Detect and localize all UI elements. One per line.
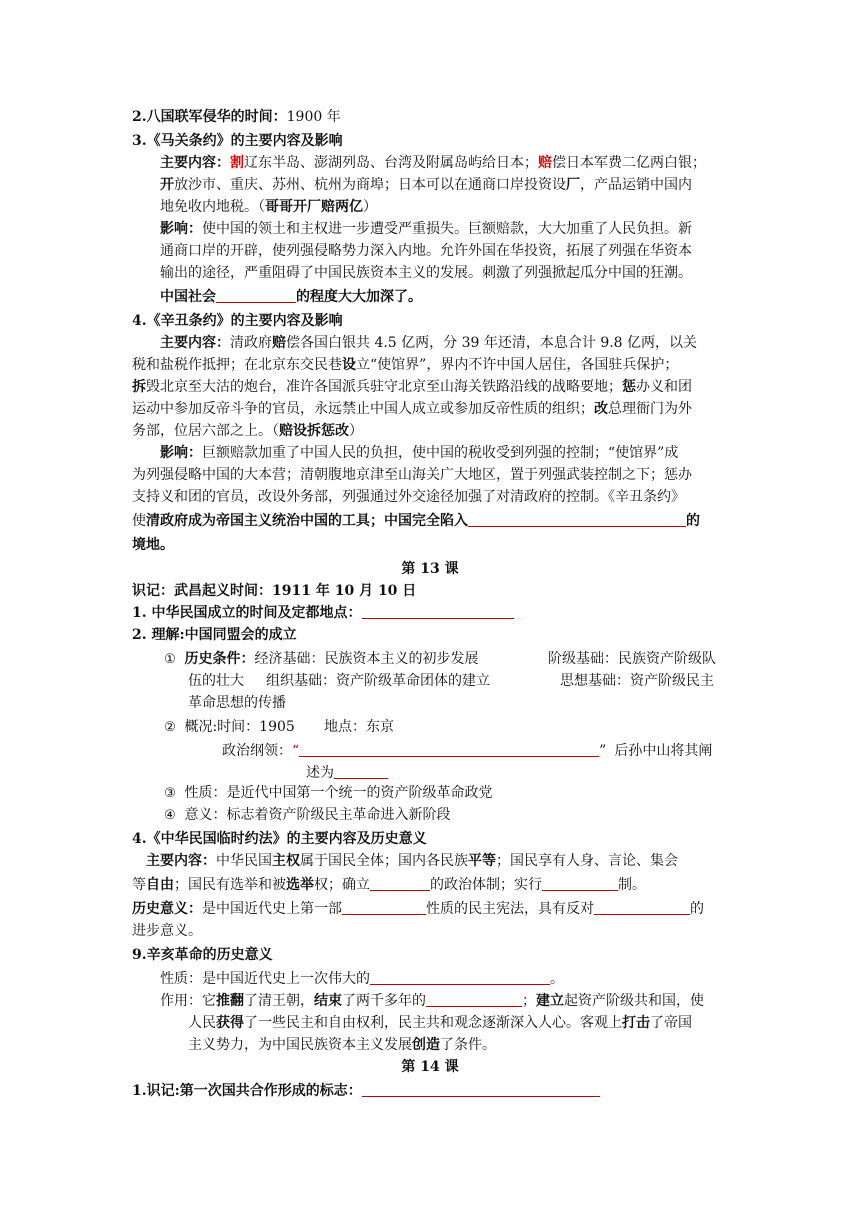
kw: 拆 [132, 379, 146, 395]
kw: 赔 [272, 335, 286, 351]
s3-impact-line-2: 通商口岸的开辟，使列强侵略势力深入内地。允许外国在华投资，拓展了列强在华资本 [160, 243, 692, 259]
kw: 惩 [622, 379, 636, 395]
text: 使中国的领土和主权进一步遭受严重损失。巨额赔款，大大加重了人民负担。新 [202, 221, 692, 237]
l13-item-3 [160, 782, 492, 805]
l13-item-1-thought: 思想基础：资产阶级民主 [560, 673, 714, 689]
text: ，产品运销中国内 [580, 177, 692, 193]
l14-q1 [132, 1080, 600, 1102]
s3-impact-line-1 [160, 218, 692, 240]
text: 中国社会 [160, 289, 216, 305]
text: 属于国民全体；国内各民族 [300, 853, 468, 869]
fill-blank[interactable] [468, 511, 686, 527]
text: 性质：是近代中国第一个统一的资产阶级革命政党 [184, 785, 493, 801]
s4-content-line-2 [132, 354, 678, 376]
fill-blank[interactable] [370, 875, 430, 891]
label: 历史意义： [132, 901, 202, 917]
s2-year: 1900 年 [286, 109, 341, 125]
s4-impact-line-2: 为列强侵略中国的大本营；清朝腹地京津至山海关广大地区，置于列强武装控制之下；惩办 [132, 467, 692, 483]
kw: 改 [594, 401, 608, 417]
l13-s9-effect-2 [188, 1012, 692, 1034]
s4-title: 4.《辛丑条约》的主要内容及影响 [132, 313, 343, 329]
text: 性质的民主宪法，具有反对 [426, 901, 594, 917]
s2-line [132, 106, 341, 128]
l13-q2: 2. 理解:中国同盟会的成立 [132, 627, 297, 643]
kw: 创造 [412, 1037, 440, 1053]
text: ；国民有选举和被 [174, 877, 286, 893]
text: 意义：标志着资产阶级民主革命进入新阶段 [184, 807, 451, 823]
s4-impact-line-4 [132, 510, 700, 532]
mnemonic: 哥哥开厂赔两亿 [265, 199, 363, 215]
text: 性质：是中国近代史上一次伟大的 [160, 971, 370, 987]
text: 人民 [188, 1015, 216, 1031]
kw: 厂 [566, 177, 580, 193]
s3-content-line-2 [160, 174, 692, 196]
fill-blank[interactable] [299, 741, 599, 757]
kw: 打击 [622, 1015, 650, 1031]
l13-program-line-2 [306, 762, 388, 784]
text: 运动中参加反帝斗争的官员，永远禁止中国人成立或参加反帝性质的组织； [132, 401, 594, 417]
text: 务部，位居六部之上。（ [132, 423, 279, 439]
l13-s9-effect-1 [160, 990, 704, 1012]
l13-recall: 识记：武昌起义时间：1911 年 10 月 10 日 [132, 583, 417, 599]
s4-impact-line-3: 支持义和团的官员，改设外务部，列强通过外交途径加强了对清政府的控制。《辛丑条约》 [132, 489, 685, 505]
l13-item-1-line-3: 革命思想的传播 [188, 695, 286, 711]
s4-impact-line-5: 境地。 [132, 537, 174, 553]
text: 地免收内地税。（ [160, 199, 265, 215]
l13-s4-line-3 [132, 898, 704, 920]
s4-impact-label: 影响： [160, 445, 202, 461]
s4-content-line-5 [132, 420, 363, 442]
text: ； [522, 993, 536, 1009]
text: 作用：它 [160, 993, 216, 1009]
text: 主义势力，为中国民族资本主义发展 [188, 1037, 412, 1053]
kw: 赔 [538, 155, 552, 171]
text: 毁北京至大沽的炮台，准许各国派兵驻守北京至山海关铁路沿线的战略要地； [146, 379, 622, 395]
label: 历史条件： [184, 651, 255, 667]
l13-q1 [132, 602, 514, 624]
circled-number: ③ [164, 786, 176, 801]
l13-program-line [222, 740, 712, 762]
fill-blank[interactable] [362, 603, 514, 619]
text: 偿日本军费二亿两白银； [552, 155, 706, 171]
text: 1. 中华民国成立的时间及定都地点： [132, 605, 362, 621]
kw: 建立 [536, 993, 564, 1009]
text: 政治纲领： [222, 743, 292, 759]
text: 了两千多年的 [342, 993, 426, 1009]
kw: 割 [230, 155, 244, 171]
lesson-13-heading: 第 13 课 [401, 561, 459, 577]
fill-blank[interactable] [370, 969, 550, 985]
fill-blank[interactable] [426, 991, 522, 1007]
s3-impact-line-4 [160, 286, 422, 308]
text: “ [292, 743, 300, 759]
text: 清政府 [230, 335, 272, 351]
l13-item-2-line-1 [160, 716, 295, 739]
s3-content-label: 主要内容： [160, 155, 230, 171]
text: 概况:时间：1905 [184, 719, 295, 735]
l13-item-1-class: 阶级基础：民族资产阶级队 [548, 651, 716, 667]
text: 办义和团 [636, 379, 692, 395]
text: 清政府成为帝国主义统治中国的工具；中国完全陷入 [146, 513, 468, 529]
kw: 获得 [216, 1015, 244, 1031]
text: ） [349, 423, 363, 439]
kw: 设 [342, 357, 356, 373]
text: 是中国近代史上第一部 [202, 901, 342, 917]
l13-s4-title: 4.《中华民国临时约法》的主要内容及历史意义 [132, 831, 427, 847]
l13-s9-nature [160, 968, 564, 990]
label: 主要内容： [146, 853, 216, 869]
text: 使 [132, 513, 146, 529]
text: 权；确立 [314, 877, 370, 893]
l13-item-1-line-1 [160, 648, 478, 671]
text: 税和盐税作抵押；在北京东交民巷 [132, 357, 342, 373]
s4-content-line-4 [132, 398, 692, 420]
fill-blank[interactable] [216, 287, 296, 303]
kw: 选举 [286, 877, 314, 893]
s3-content-line-3 [160, 196, 377, 218]
s3-impact-line-3: 输出的途径，严重阻碍了中国民族资本主义的发展。刺激了列强掀起瓜分中国的狂潮。 [160, 265, 692, 281]
kw: 推翻 [216, 993, 244, 1009]
text: 了帝国 [650, 1015, 692, 1031]
s3-content-line-1 [160, 152, 706, 174]
l13-item-4 [160, 804, 450, 827]
l13-s9-title: 9.辛亥革命的历史意义 [132, 947, 273, 963]
s3-title: 3.《马关条约》的主要内容及影响 [132, 133, 343, 149]
kw: 开 [160, 177, 174, 193]
text: 总理衙门为外 [608, 401, 692, 417]
l13-item-1-org: 组织基础：资产阶级革命团体的建立 [266, 673, 490, 689]
fill-blank[interactable] [342, 899, 426, 915]
text: 中华民国 [216, 853, 272, 869]
l13-item-1-line-2: 伍的壮大 [188, 673, 244, 689]
text: 经济基础：民族资本主义的初步发展 [254, 651, 479, 667]
text: 辽东半岛、澎湖列岛、台湾及附属岛屿给日本； [244, 155, 538, 171]
fill-blank[interactable] [542, 875, 618, 891]
text: 巨额赔款加重了中国人民的负担，使中国的税收受到列强的控制；“使馆界”成 [202, 445, 679, 461]
kw: 平等 [468, 853, 496, 869]
fill-blank[interactable] [362, 1081, 600, 1097]
l13-s4-line-1 [146, 850, 678, 872]
text: ） [363, 199, 377, 215]
text: 起资产阶级共和国，使 [564, 993, 704, 1009]
text: 偿各国白银共 4.5 亿两，分 39 年还清，本息合计 9.8 亿两，以关 [286, 335, 698, 351]
s2-title: 2.八国联军侵华的时间： [132, 109, 287, 125]
lesson-14-heading: 第 14 课 [401, 1059, 459, 1075]
text: 。 [550, 971, 564, 987]
text: 等 [132, 877, 146, 893]
circled-number: ① [164, 652, 176, 667]
text: 的程度大大加深了。 [296, 289, 422, 305]
s4-impact-line-1 [160, 442, 678, 464]
circled-number: ④ [164, 808, 176, 823]
fill-blank[interactable] [334, 763, 388, 779]
s4-content-line-1 [160, 332, 697, 354]
circled-number: ② [164, 720, 176, 735]
text: 立“使馆界”，界内不许中国人居住，各国驻兵保护； [356, 357, 679, 373]
text: ” [599, 743, 607, 759]
s3-impact-label: 影响： [160, 221, 202, 237]
text: 的 [686, 513, 700, 529]
l13-s4-line-2 [132, 874, 646, 896]
fill-blank[interactable] [594, 899, 690, 915]
text: 放沙市、重庆、苏州、杭州为商埠；日本可以在通商口岸投资设 [174, 177, 566, 193]
text: 述为 [306, 765, 334, 781]
text: 了一些民主和自由权利，民主共和观念逐渐深入人心。客观上 [244, 1015, 622, 1031]
text: 了条件。 [440, 1037, 496, 1053]
kw: 自由 [146, 877, 174, 893]
text: 后孙中山将其阐 [614, 743, 713, 759]
s4-content-label: 主要内容： [160, 335, 230, 351]
text: 的 [690, 901, 704, 917]
l13-s4-line-4: 进步意义。 [132, 923, 202, 939]
text: ；国民享有人身、言论、集会 [496, 853, 678, 869]
mnemonic: 赔设拆惩改 [279, 423, 349, 439]
text: 制。 [618, 877, 646, 893]
kw: 结束 [314, 993, 342, 1009]
text: 了清王朝， [244, 993, 314, 1009]
kw: 主权 [272, 853, 300, 869]
s4-content-line-3 [132, 376, 692, 398]
l13-s9-effect-3 [188, 1034, 496, 1056]
text: 1.识记:第一次国共合作形成的标志： [132, 1083, 362, 1099]
text: 的政治体制；实行 [430, 877, 542, 893]
l13-item-2-place: 地点：东京 [324, 719, 394, 735]
